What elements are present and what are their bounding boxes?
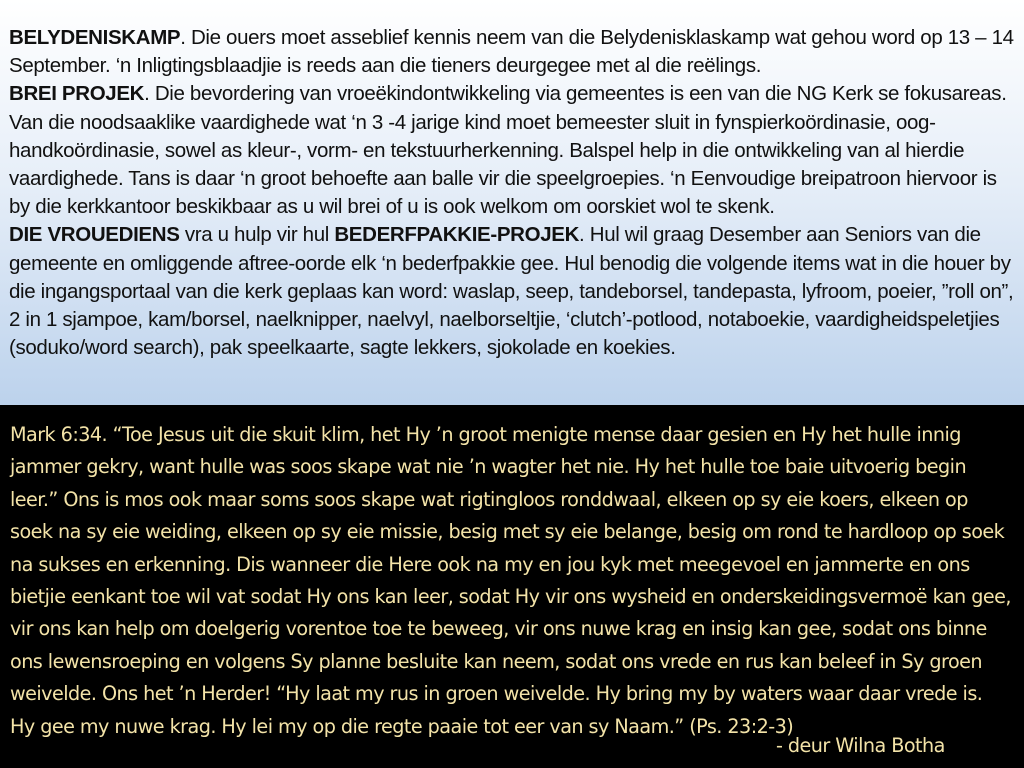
notice-women: [9, 221, 1014, 362]
devotion-signature: - deur Wilna Botha: [776, 734, 945, 757]
notice-camp-heading: BELYDENISKAMP: [9, 26, 181, 49]
notice-camp-text: . Die ouers moet asseblief kennis neem van die Belydenisklaskamp wat gehou word op 13 – 14 September. ‘n Inligtingsblaadjie is reeds aan die tieners deurgegee met al die reëlings.: [9, 26, 1014, 78]
notice-women-text-before: vra u hulp vir hul: [179, 223, 335, 247]
notice-knitting: [9, 80, 1014, 221]
notice-knitting-text: . Die bevordering van vroeëkindontwikkeling via gemeentes is een van die NG Kerk se fokusareas. Van die noodsaaklike vaardighede wat ‘n 3 -4 jarige kind moet bemeester sluit in fynspierkoördinasie, oog-handkoördinasie, sowel as kleur-, vorm- en tekstuurherkenning. Balspel help in die ontwikkeling van al hierdie vaardighede. Tans is daar ‘n groot behoefte aan balle vir die speelgroepies. ‘n Eenvoudige breipatroon hiervoor is by die kerkkantoor beskikbaar as u wil brei of u is ook welkom om oorskiet wol te skenk.: [9, 82, 1007, 219]
devotion-section: [0, 405, 1024, 768]
notice-camp: [9, 24, 1014, 80]
notice-women-heading: DIE VROUEDIENS: [9, 223, 180, 247]
notice-knitting-heading: BREI PROJEK: [9, 82, 145, 106]
devotion-text: Mark 6:34. “Toe Jesus uit die skuit klim, het Hy ’n groot menigte mense daar gesien en Hy het hulle innig jammer gekry, want hulle was soos skape wat nie ’n wagter het nie. Hy het hulle toe baie uitvoerig begin leer.” Ons is mos ook maar soms soos skape wat rigtingloos ronddwaal, elkeen op sy eie koers, elkeen op soek na sy eie weiding, elkeen op sy eie missie, besig met sy eie belange, besig om rond te hardloop op soek na sukses en erkenning. Dis wanneer die Here ook na my en jou kyk met meegevoel en jammerte en ons bietjie eenkant toe wil vat sodat Hy ons kan leer, sodat Hy vir ons wysheid en onderskeidingsvermoë kan gee, vir ons kan help om doelgerig vorentoe toe te beweeg, vir ons nuwe krag en insig kan gee, sodat ons binne ons lewensroeping en volgens Sy planne besluite kan neem, sodat ons vrede en rus kan beleef in Sy groen weivelde. Ons het ’n Herder! “Hy laat my rus in groen weivelde. Hy bring my by waters waar daar vrede is. Hy gee my nuwe krag. Hy lei my op die regte paaie tot eer van sy Naam.” (Ps. 23:2-3): [10, 423, 1011, 738]
notice-women-text-after: . Hul wil graag Desember aan Seniors van die gemeente en omliggende aftree-oorde elk ‘n bederfpakkie gee. Hul benodig die volgende items wat in die houer by die ingangsportaal van die kerk geplaas kan word: waslap, seep, tandeborsel, tandepasta, lyfroom, poeier, ”roll on”, 2 in 1 sjampoe, kam/borsel, naelknipper, naelvyl, naelborseltjie, ‘clutch’-potlood, notaboekie, vaardigheidspeletjies (soduko/word search), pak speelkaarte, sagte lekkers, sjokolade en koekies.: [9, 223, 1014, 360]
notice-women-project: BEDERFPAKKIE-PROJEK: [334, 223, 580, 247]
